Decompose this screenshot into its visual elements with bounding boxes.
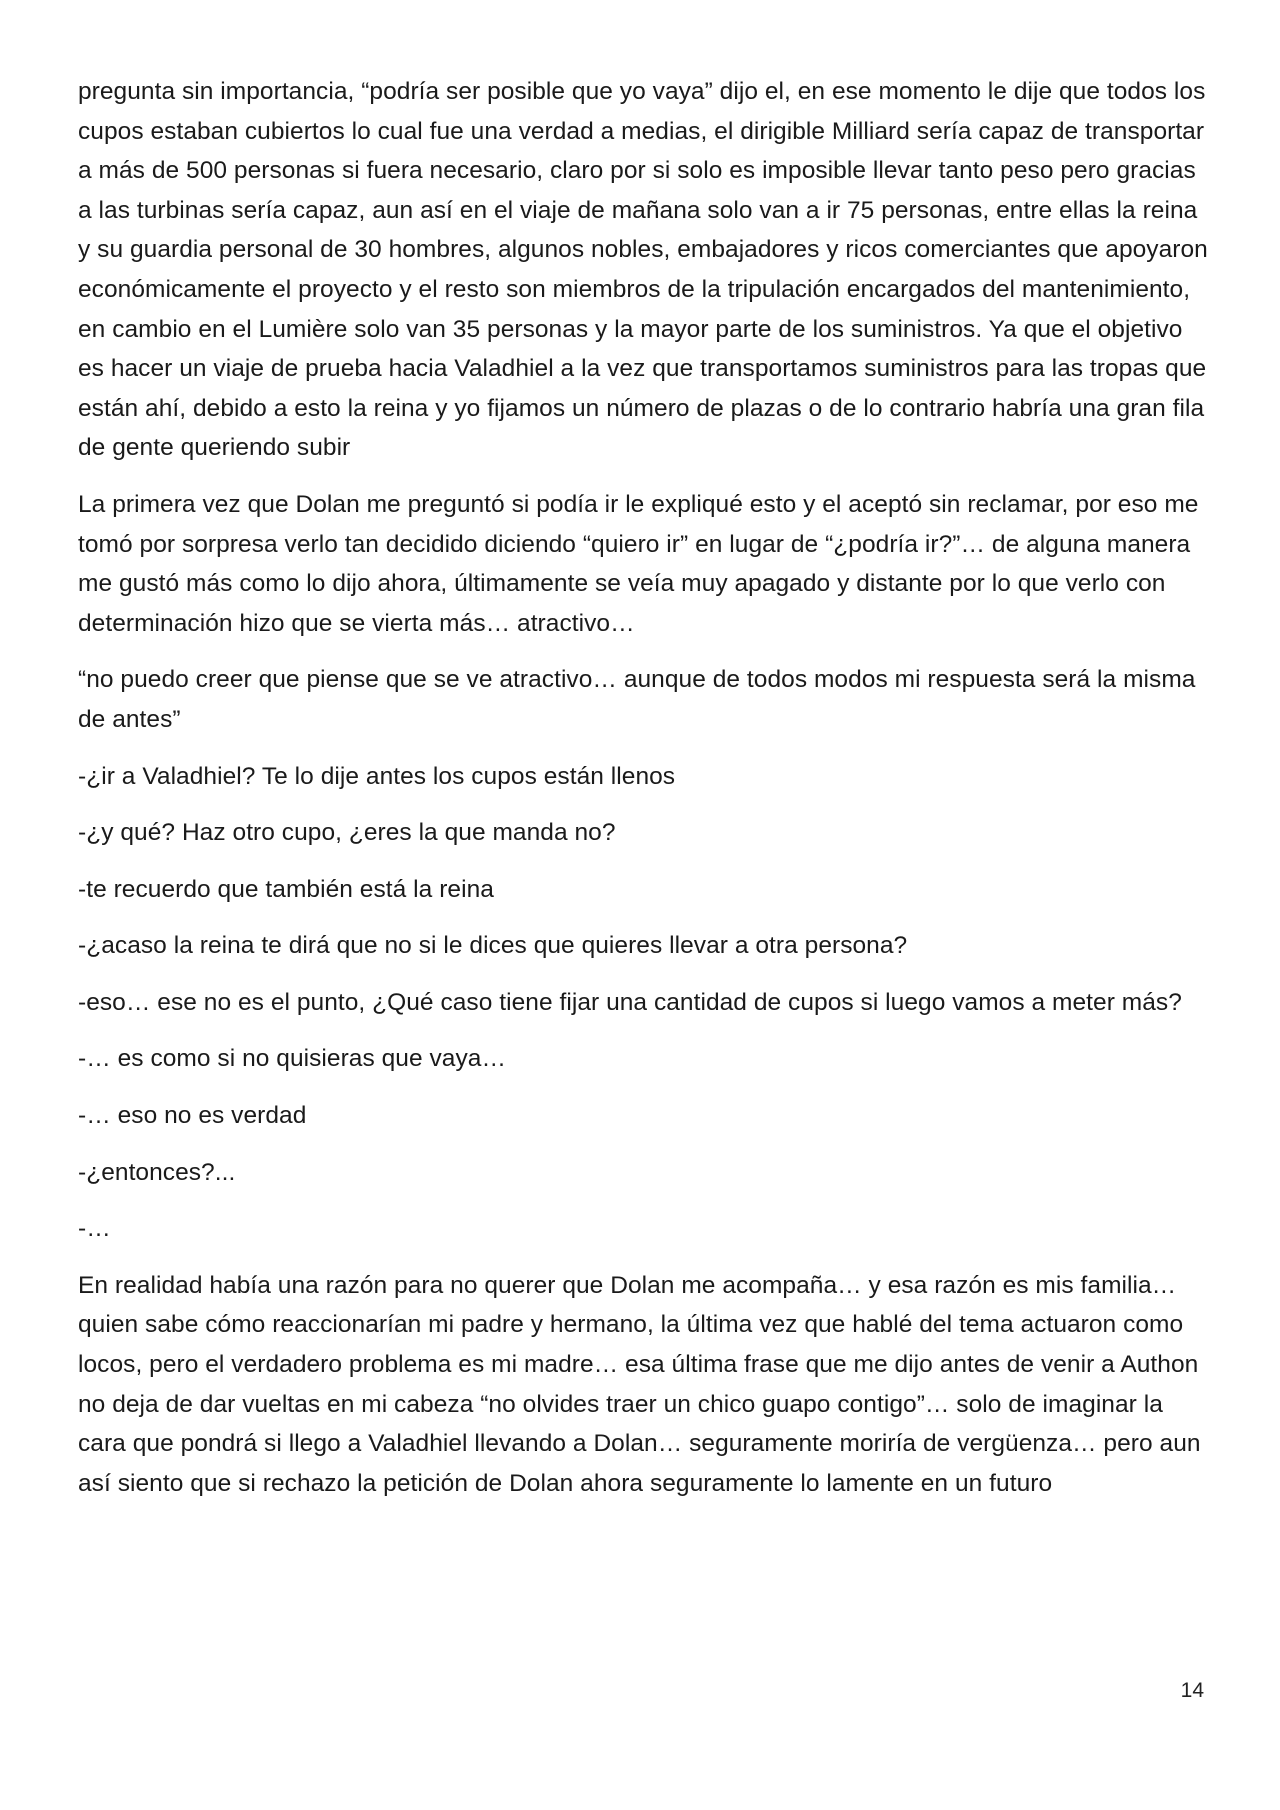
dialogue-line: -… eso no es verdad xyxy=(78,1102,307,1130)
dialogue-line: -¿ir a Valadhiel? Te lo dije antes los cupos están llenos xyxy=(78,762,676,790)
dialogue-line: -te recuerdo que también está la reina xyxy=(78,875,494,903)
dialogue-line: -¿y qué? Haz otro cupo, ¿eres la que manda no? xyxy=(78,819,616,847)
paragraph-inner-thought: “no puedo creer que piense que se ve atractivo… aunque de todos modos mi respuesta será la misma de antes” xyxy=(78,666,1196,733)
paragraph-closing: En realidad había una razón para no querer que Dolan me acompaña… y esa razón es mis familia… quien sabe cómo reaccionarían mi padre y hermano, la última vez que hablé del tema actuaron como locos, pero el verdadero problema es mi madre… esa última frase que me dijo antes de venir a Authon no deja de dar vueltas en mi cabeza “no olvides traer un chico guapo contigo”… solo de imaginar la cara que pondrá si llego a Valadhiel llevando a Dolan… seguramente moriría de vergüenza… pero aun así siento que si rechazo la petición de Dolan ahora seguramente lo lamente en un futuro xyxy=(78,1271,1201,1497)
dialogue-line: -¿entonces?... xyxy=(78,1158,236,1186)
page-number: 14 xyxy=(1180,1679,1204,1702)
dialogue-line: -¿acaso la reina te dirá que no si le dices que quieres llevar a otra persona? xyxy=(78,932,908,960)
paragraph-narration-dolan-request: La primera vez que Dolan me preguntó si podía ir le expliqué esto y el aceptó sin reclamar, por eso me tomó por sorpresa verlo tan decidido diciendo “quiero ir” en lugar de “¿podría ir?”… de alguna manera me gustó más como lo dijo ahora, últimamente se veía muy apagado y distante por lo que verlo con determinación hizo que se vierta más… atractivo… xyxy=(78,490,1199,637)
dialogue-line: -eso… ese no es el punto, ¿Qué caso tiene fijar una cantidad de cupos si luego vamos a meter más? xyxy=(78,988,1182,1016)
document-page xyxy=(78,72,1208,1520)
dialogue-line: -… es como si no quisieras que vaya… xyxy=(78,1045,507,1073)
dialogue-line: -… xyxy=(78,1215,111,1243)
paragraph-opening: pregunta sin importancia, “podría ser posible que yo vaya” dijo el, en ese momento le dije que todos los cupos estaban cubiertos lo cual fue una verdad a medias, el dirigible Milliard sería capaz de transportar a más de 500 personas si fuera necesario, claro por si solo es imposible llevar tanto peso pero gracias a las turbinas sería capaz, aun así en el viaje de mañana solo van a ir 75 personas, entre ellas la reina y su guardia personal de 30 hombres, algunos nobles, embajadores y ricos comerciantes que apoyaron económicamente el proyecto y el resto son miembros de la tripulación encargados del mantenimiento, en cambio en el Lumière solo van 35 personas y la mayor parte de los suministros. Ya que el objetivo es hacer un viaje de prueba hacia Valadhiel a la vez que transportamos suministros para las tropas que están ahí, debido a esto la reina y yo fijamos un número de plazas o de lo contrario habría una gran fila de gente queriendo subir xyxy=(78,78,1208,462)
